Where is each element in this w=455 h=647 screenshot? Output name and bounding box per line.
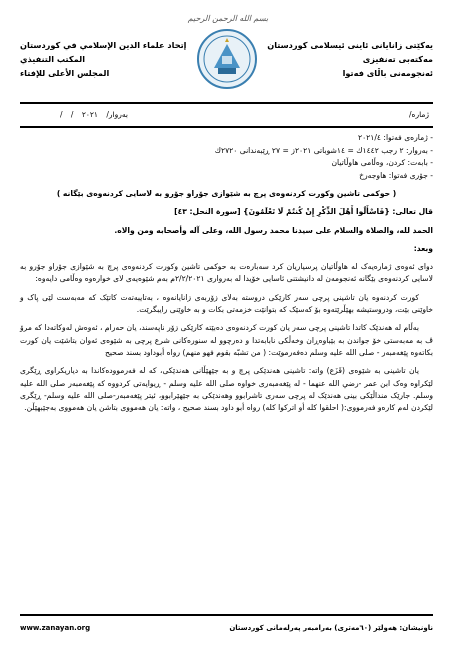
letterhead-arabic	[20, 38, 186, 80]
opening-praise: الحمد لله، والصلاة والسلام على سيدنا محمد رسول الله، وعلى آله وأصحابه ومن والاه.	[114, 225, 433, 235]
letterhead-kurdish	[267, 38, 433, 80]
letterhead	[0, 14, 455, 94]
office-name-arabic: المكتب التنفيذي	[20, 54, 86, 64]
after-praise: وبعد:	[413, 243, 433, 253]
quran-verse: قال تعالى: {فَاسْأَلُوا أَهْلَ الذِّكْرِ إِنْ كُنتُمْ لَا تَعْلَمُونَ} [سورة النحل: ٤٣]	[174, 207, 433, 217]
org-name-kurdish: یەکێتی زانایانی ئاینی ئیسلامی کوردستان	[267, 40, 433, 50]
fatwa-number: - ژمارەی فەتوا: ٢٠٢١/٤	[358, 133, 433, 142]
council-name-kurdish: ئەنجومەنی باڵای فەتوا	[342, 68, 433, 78]
fatwa-title: ( حوکمی تاشین وکورت کردنەوەی پرچ بە شێوازی جۆراو جۆرو بە لاسایی کردنەوەی بێگانە )	[56, 189, 397, 198]
footer-address: ناونیشان: هەولێر (٦٠مەتری) بەرامبەر پەرلەمانی کوردستان	[229, 624, 433, 632]
union-logo-icon	[196, 28, 258, 90]
reference-number-label: ژمارە/	[408, 110, 429, 119]
website-link[interactable]: www.zanayan.org	[20, 624, 91, 632]
reference-date-label: بەروار/	[106, 110, 128, 119]
reference-bar	[20, 102, 433, 128]
org-name-arabic: إتحاد علماء الدين الإسلامي في كوردستان	[20, 40, 187, 50]
paragraph-intro: دوای ئەوەی ژمارەیەک لە هاوڵاتیان پرسیاریان کرد سەبارەت بە حوکمی تاشین وکورت کردنەوەی پرچ بە شێوازی جۆراو جۆرو بە لاسایی کردنەوەی بێگانە ئەنجومەن لە دانیشتنی ئاسایی خۆیدا لە بەرواری ٢/٢/٢٠٢١م بەم شێوەیەی لای خوارەوە وەڵامی دایەوە:	[20, 262, 433, 284]
reference-date	[60, 110, 128, 119]
fatwa-type: - جۆری فەتوا: هاوجەرخ	[359, 170, 433, 180]
office-name-kurdish: مەکتەبی تەنفیزی	[362, 54, 433, 64]
paragraph-qaza: یان تاشینی بە شێوەی (قَزَع) واتە: تاشینی هەندێکی پرچ و بە جێهێڵانی هەندێکی، کە لە فەرموودەکاندا بە دیاریکراوی ڕێگری لێکراوە وەک ابن عمر -رضي الله عنهما - لە پێغەمبەری خواوە صلى الله عليه وسلم - ڕیوایەتی کردووە کە پێغەمبەر صلى الله عليه وسلم. جارێک منداڵێکی بینی هەندێک لە پرچی سەری تاشرابوو وهەندێکی بە جێهێرابوو، ئیتر پێغەمبەر-صلى الله عليه وسلم- ڕێگری لێکردن لەم کارەو فەرمووی:( احلقوا كله أو اتركوا كله) رواه أبو داود بسند صحيح ، واتە: یان هەمووی بتاشن یان هەمووی بەجێبهێڵن.	[20, 366, 433, 413]
paragraph-exception: بەڵام لە هەندێک کاتدا تاشینی پرچی سەر یان کورت کردنەوەی دەبێتە کارێکی زۆر ناپەسند، یان حەرام ، ئەوەش لەوکاتەدا کە مرۆ ڤ بە مەبەستی خۆ جواندن بە بێباوەڕان وخەڵکی نابابەتدا و دەرچوو لە سنورەکانی شرع پرچی بە شێوەی ئەوان بتاشێت یان کورت بکاتەوە پێغەمبەر - صلى الله عليه وسلم دەفەرموێت: ( من تشبّه بقوم فهو منهم) رواه أبوداود بسند صحيح	[20, 323, 433, 357]
basmala-calligraphy: بسم الله الرحمن الرحيم	[187, 14, 269, 23]
reference-date-blank: / / ٢٠٢١	[60, 110, 98, 119]
fatwa-body	[20, 132, 433, 594]
fatwa-date: - بەروار: ٢ رجب ١٤٤٢ك = ١٤شوباتی ٢٠٢١ز = ٢٧ ڕێبەندانی ٢٧٢٠ك	[214, 145, 433, 155]
council-name-arabic: المجلس الأعلى للإفتاء	[20, 68, 110, 78]
fatwa-metadata	[20, 132, 433, 182]
fatwa-subject: - بابەت: کردن، وەڵامی هاوڵاتیان	[331, 158, 433, 167]
paragraph-ruling: کورت کردنەوە یان تاشینی پرچی سەر کارێکی دروستە بەلای زۆربەی زانایانەوە ، بەتایبەتەت کاتێک کە مەبەست لێی پاک و خاوێنی بێت، ودروستیشە بهێڵرێتەوە بۆ کەسێک کە بتوانێت خزمەتی بکات و بە خاوێنی رایبگرێت.	[20, 292, 433, 315]
page-footer	[20, 614, 433, 642]
